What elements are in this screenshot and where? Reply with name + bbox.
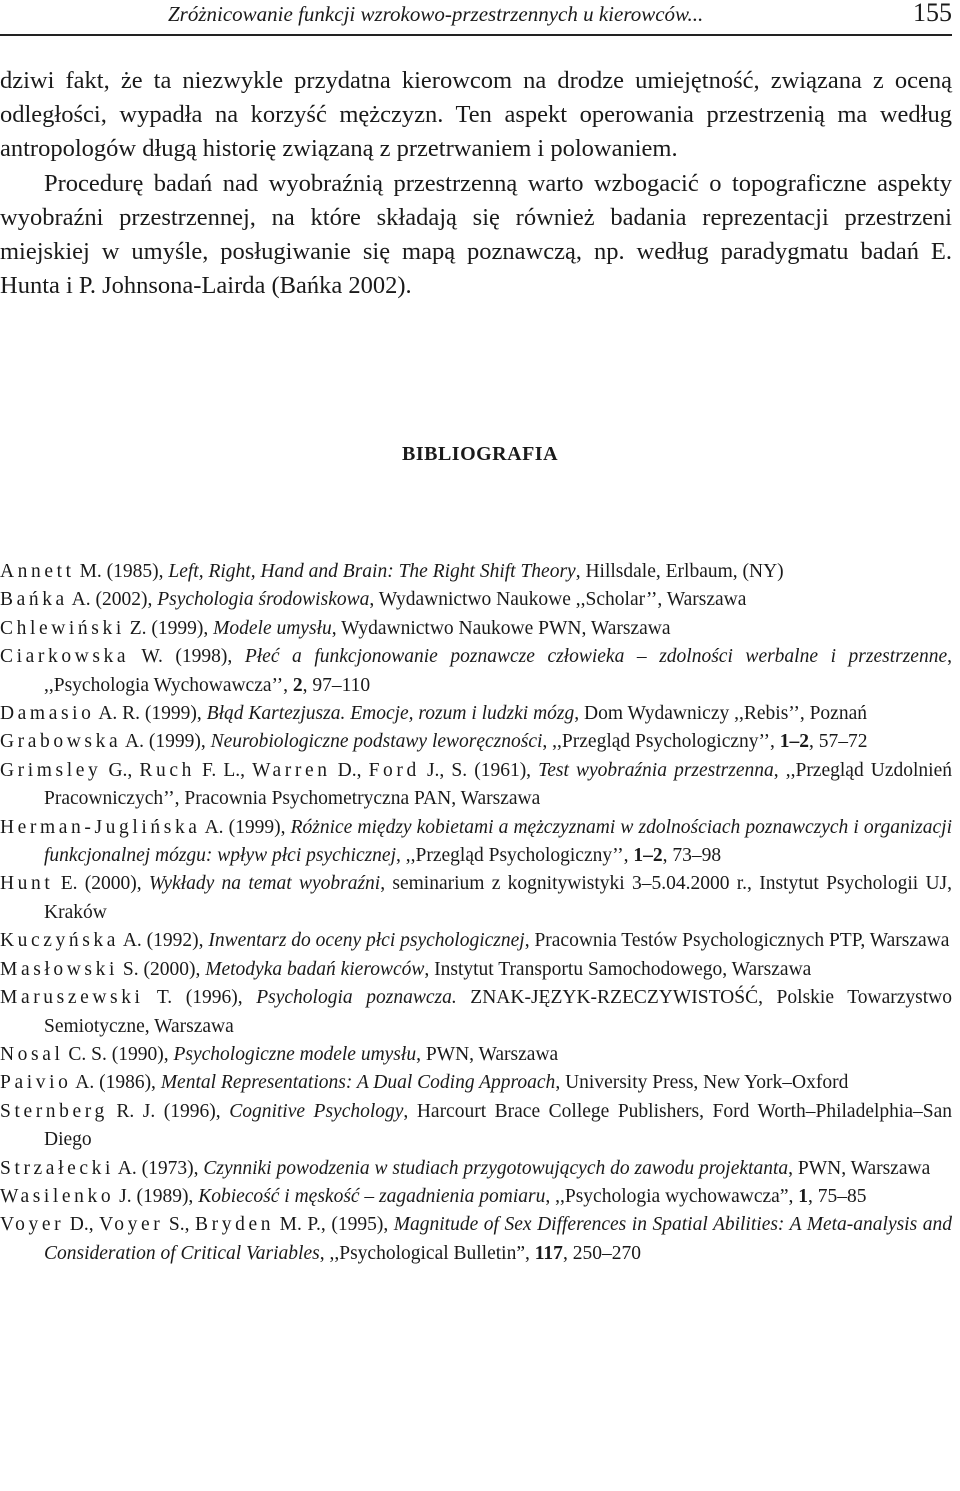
bibliography-heading: BIBLIOGRAFIA [401,443,559,465]
reference-entry [0,558,952,586]
body-text [0,64,952,303]
reference-author: Ciarkowska [0,646,130,668]
paragraph: dziwi fakt, że ta niezwykle przydatna kierowcom na drodze umiejętność, związana z oceną odległości, wypadła na korzyść mężczyzn. Ten aspekt operowania przestrzenią ma według antropologów długą historię związaną z przetrwaniem i polowaniem. [0,67,952,163]
reference-details: S. (2000), [118,958,206,980]
reference-entry [0,956,952,984]
reference-title: Psychologiczne modele umysłu [173,1043,417,1065]
reference-title: Płeć a funkcjonowanie poznawcze człowieka – zdolności werbalne i przestrzenne [244,646,948,668]
reference-title: Kobiecość i męskość – zagadnienia pomiaru [198,1185,546,1207]
reference-author: Voyer [0,1214,65,1236]
reference-entry [0,728,952,756]
reference-pages: , 73–98 [662,845,722,867]
reference-entry [0,700,952,728]
reference-publisher: , Pracownia Testów Psychologicznych PTP, Warszawa [524,930,950,952]
reference-title: Czynniki powodzenia w studiach przygotowujących do zawodu projektanta [203,1157,789,1179]
reference-author: Paivio [0,1072,72,1094]
reference-publisher: , ,,Przegląd Psychologiczny’’, [396,845,634,867]
reference-entry [0,1041,952,1069]
reference-publisher: , ,,Przegląd Psychologiczny’’, [542,731,780,753]
running-header [0,0,960,34]
reference-details: A. (1999), [121,731,211,753]
reference-details: R. J. (1996), [107,1100,230,1122]
reference-pages: , 250–270 [562,1242,641,1264]
reference-title: Psychologia poznawcza. [256,987,457,1009]
reference-author: Sternberg [0,1100,108,1122]
reference-details: M. (1985), [74,561,169,582]
reference-publisher: ZNAK-JĘZYK-RZECZYWISTOŚĆ, Polskie Towarzystwo Semiotyczne, Warszawa [44,987,953,1037]
reference-details: S., [163,1214,196,1236]
reference-title: Cognitive Psychology [229,1100,404,1122]
reference-details: A. (1999), [200,816,291,838]
reference-volume: 2 [292,674,303,696]
reference-author: Grimsley [0,759,102,781]
reference-publisher: , Dom Wydawniczy ,,Rebis’’, Poznań [574,703,867,725]
reference-title: Psychologia środowiskowa [157,589,370,611]
reference-entry [0,1211,952,1268]
reference-publisher: , PWN, Warszawa [788,1157,931,1179]
reference-author: Bryden [195,1214,275,1236]
reference-details: D., [64,1214,100,1236]
reference-entry [0,615,952,643]
reference-author: Bańka [0,589,68,611]
reference-details: A. (2002), [67,589,158,611]
reference-details: C. S. (1990), [63,1043,174,1065]
reference-author: Wasilenko [0,1185,115,1207]
reference-author: Annett [0,561,75,582]
reference-title: Różnice między kobietami a mężczyznami w zdolnościach poznawczych i organizacji funkcjonalnej mózgu: wpływ płci psychicznej [44,816,952,867]
reference-title: Inwentarz do oceny płci psychologicznej [208,930,525,952]
reference-entry [0,643,952,700]
reference-details: Z. (1999), [124,617,214,639]
reference-publisher: , PWN, Warszawa [416,1043,559,1065]
reference-title: Left, Right, Hand and Brain: The Right Shift Theory [168,561,576,582]
reference-author: Kuczyńska [0,930,120,952]
reference-pages: , 97–110 [302,674,371,696]
reference-volume: 1–2 [779,731,810,753]
reference-details: F. L., [194,759,253,781]
reference-publisher: , Harcourt Brace College Publishers, Ford Worth–Philadelphia–San Diego [44,1100,952,1151]
running-title: Zróżnicowanie funkcji wzrokowo-przestrzennych u kierowców... [168,2,704,26]
reference-author: Grabowska [0,731,122,753]
reference-details: A. (1992), [119,930,209,952]
reference-title: Magnitude of Sex Differences in Spatial Abilities: A Meta-analysis and Consideration of Critical Variables [44,1214,952,1264]
reference-title: Test wyobraźnia przestrzenna [538,759,774,781]
reference-details: W. (1998), [129,646,245,668]
reference-author: Ruch [139,759,195,781]
reference-publisher: , Wydawnictwo Naukowe ,,Scholar’’, Warszawa [369,589,747,611]
reference-publisher: , Instytut Transportu Samochodowego, Warszawa [424,958,812,980]
reference-publisher: , ,,Psychologia wychowawcza”, [545,1185,799,1207]
reference-volume: 1–2 [633,845,663,867]
reference-publisher: , University Press, New York–Oxford [555,1072,849,1094]
reference-details: J. (1989), [114,1185,199,1207]
reference-volume: 1 [798,1185,808,1207]
reference-entry [0,870,952,927]
reference-publisher: , ,,Przegląd Uzdolnień Pracowniczych’’, Pracownia Psychometryczna PAN, Warszawa [44,759,953,810]
reference-author: Herman-Juglińska [0,816,201,838]
reference-author: Maruszewski [0,987,144,1009]
reference-title: Neurobiologiczne podstawy leworęczności [210,731,543,753]
reference-publisher: , ,,Psychologia Wychowawcza’’, [44,646,952,696]
reference-details: E. (2000), [53,873,149,895]
reference-entry [0,927,952,955]
reference-title: Metodyka badań kierowców [205,958,425,980]
reference-publisher: , Wydawnictwo Naukowe PWN, Warszawa [331,617,671,639]
reference-details: J., S. (1961), [419,759,539,781]
reference-entry [0,814,952,871]
reference-author: Warren [252,759,331,781]
reference-author: Hunt [0,873,54,895]
reference-author: Ford [368,759,420,781]
reference-entry [0,1155,952,1183]
reference-author: Chlewiński [0,617,125,639]
reference-pages: , 75–85 [808,1185,867,1207]
reference-entry [0,1069,952,1097]
reference-entry [0,586,952,614]
reference-title: Wykłady na temat wyobraźni [148,873,381,895]
reference-title: Mental Representations: A Dual Coding Approach [160,1072,556,1094]
reference-publisher: , Hillsdale, Erlbaum, (NY) [575,561,784,582]
reference-title: Modele umysłu [213,617,332,639]
reference-details: A. (1986), [71,1072,161,1094]
reference-details: D., [330,759,369,781]
reference-details: A. (1973), [113,1157,204,1179]
reference-pages: , 57–72 [809,731,868,753]
header-rule [0,34,952,36]
paragraph: Procedurę badań nad wyobraźnią przestrzenną warto wzbogacić o topograficzne aspekty wyobraźni przestrzennej, na które składają się również badania reprezentacji przestrzeni miejskiej w umyśle, posługiwanie się mapą poznawczą, np. według paradygmatu badań E. Hunta i P. Johnsona-Lairda (Bańka 2002). [0,169,952,300]
reference-entry [0,1183,952,1211]
reference-author: Voyer [99,1214,164,1236]
page-number: 155 [913,0,952,27]
reference-details: G., [101,759,140,781]
reference-publisher: , seminarium z kognitywistyki 3–5.04.2000 r., Instytut Psychologii UJ, Kraków [44,873,952,923]
reference-author: Masłowski [0,958,118,980]
reference-author: Strzałecki [0,1157,114,1179]
reference-entry [0,1098,952,1155]
reference-title: Błąd Kartezjusza. Emocje, rozum i ludzki mózg [206,703,575,725]
reference-publisher: , ,,Psychological Bulletin”, [319,1242,535,1264]
reference-author: Nosal [0,1043,64,1065]
reference-details: M. P., (1995), [274,1214,394,1236]
reference-entry [0,757,952,814]
reference-details: A. R. (1999), [94,703,207,725]
reference-author: Damasio [0,703,95,725]
reference-details: T. (1996), [143,987,257,1009]
reference-volume: 117 [534,1242,563,1264]
reference-entry [0,984,952,1041]
bibliography-list [0,558,952,1268]
